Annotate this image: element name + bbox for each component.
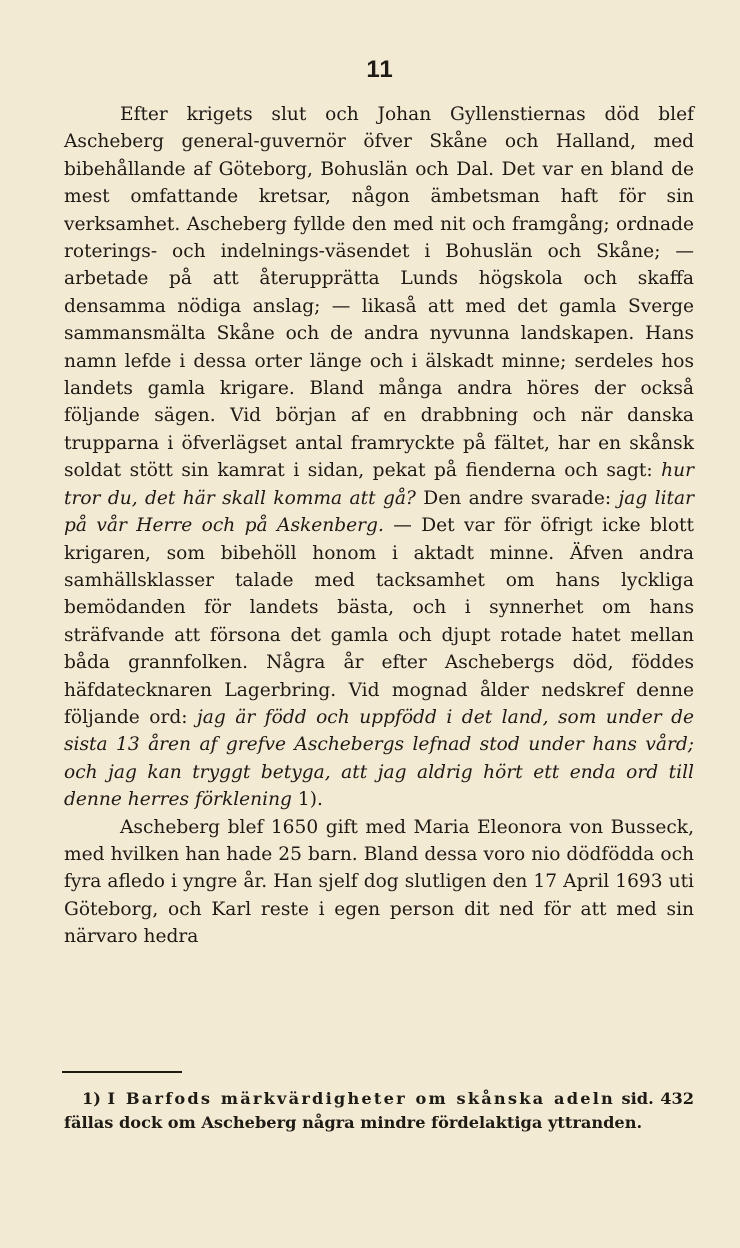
italic-quote-lagerbring: jag är född och uppfödd i det land, som under de sista 13 åren af grefve Aschebergs lefnad stod under hans vård; och jag kan tryggt betyga, att jag aldrig hört ett enda ord till denne herres förklening: [64, 706, 695, 811]
text-segment: Den andre svarade:: [415, 487, 619, 509]
footnote-divider: [62, 1071, 182, 1073]
text-segment: Efter krigets slut och Johan Gyllenstiernas död blef Ascheberg general-guvernör öfver Skåne och Halland, med bibehållande af Göteborg, Bohuslän och Dal. Det var en bland de mest omfattande kretsar, någon ämbetsman haft för sin verksamhet. Ascheberg fyllde den med nit och framgång; ordnade roterings- och indelnings-väsendet i Bohuslän och Skåne; — arbetade på att återupprätta Lunds högskola och skaffa densamma nödiga anslag; — likaså att med det gamla Sverge sammansmälta Skåne och de andra nyvunna landskapen. Hans namn lefde i dessa orter länge och i älskadt minne; serdeles hos landets gamla krigare. Bland många andra höres der också följande sägen. Vid början af en drabbning och när danska trupparna i öfverlägset antal framryckte på fältet, har en skånsk soldat stött sin kamrat i sidan, pekat på fienderna och sagt:: [64, 104, 694, 482]
footnote-marker: 1): [82, 1089, 101, 1108]
italic-quote-answer: jag litar på vår Herre och på Askenberg.: [64, 487, 694, 537]
text-segment: Ascheberg blef 1650 gift med Maria Eleonora von Busseck, med hvilken han hade 25 barn. Bland dessa voro nio dödfödda och fyra afledo i yngre år. Han sjelf dog slutligen den 17 April 1693 uti Göteborg, och Karl reste i egen person dit ned för att med sin närvaro hedra: [64, 816, 694, 948]
page-number: 11: [366, 56, 394, 83]
paragraph-1: [64, 101, 694, 814]
text-segment: — Det var för öfrigt icke blott krigaren, som bibehöll honom i aktadt minne. Äfven andra samhällsklasser talade med tacksamhet om hans lyckliga bemödanden för landets bästa, och i synnerhet om hans sträfvande att försona det gamla och djupt rotade hatet mellan båda grannfolken. Några år efter Aschebergs död, föddes häfdatecknaren Lagerbring. Vid mognad ålder nedskref denne följande ord:: [64, 515, 694, 728]
footnote-spaced-title: I Barfods märkvärdigheter om skånska adeln: [107, 1089, 616, 1108]
footnote-reference: 1).: [291, 789, 323, 811]
footnote-paragraph: [64, 1087, 694, 1134]
footnote: [64, 1087, 694, 1134]
paragraph-2: [64, 814, 694, 951]
body-text: [64, 101, 694, 951]
footnote-text: sid. 432 fällas dock om Ascheberg några mindre fördelaktiga yttranden.: [64, 1089, 695, 1132]
italic-quote-question: hur tror du, det här skall komma att gå?: [64, 460, 694, 509]
